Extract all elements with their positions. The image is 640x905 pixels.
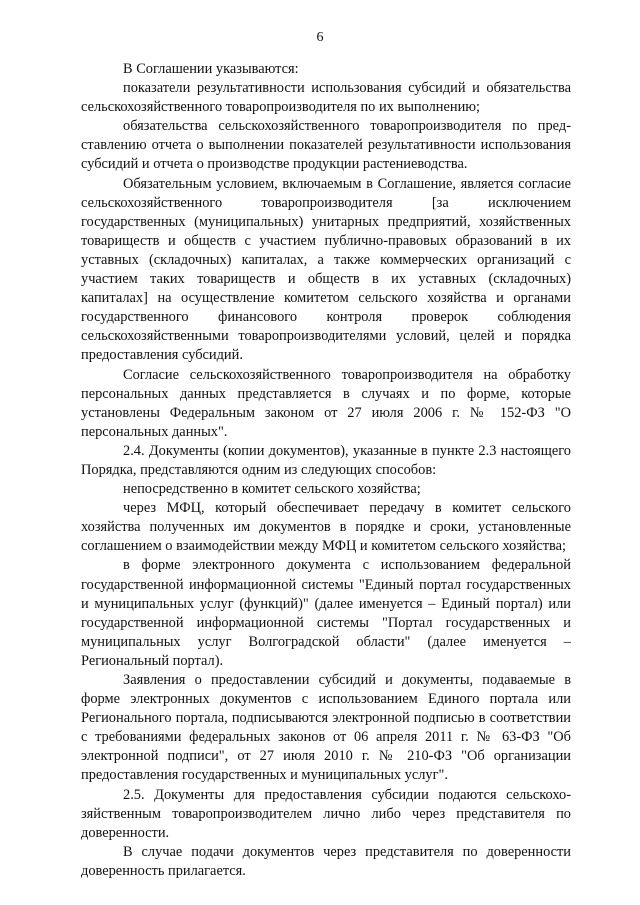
paragraph-indicators: показатели результативности использования субсидий и обязательства сельскохозяйственного товаропроизводителя по их выполнению; (81, 80, 571, 116)
body-text (81, 60, 571, 881)
paragraph-method-direct: непосредственно в комитет сельского хозяйства; (123, 481, 421, 498)
paragraph-mandatory-condition: Обязательным условием, включаемым в Соглашение, является согласие сельскохозяйственного товаропроизводителя [за исключением государственных (муниципальных) унитарных предприятий, хозяйственных товариществ и обществ с участием публично-правовых образований в их уставных (складочных) капиталах, а также коммерческих организаций с участием таких товариществ и обществ в их уставных (складочных) капиталах] на осуществление комитетом сельского хозяйства и органами государственного финансового контроля проверок соблюдения сельскохозяйственными товаропроизводителями условий, целей и порядка предоставления субсидий. (81, 175, 571, 364)
paragraph-personal-data-consent: Согласие сельскохозяйственного товаропроизводителя на обработку персональных данных представляется в случаях и по форме, которые установлены Федеральным законом от 27 июля 2006 г. № 152-ФЗ "О персональных данных". (81, 366, 571, 440)
paragraph-power-of-attorney: В случае подачи документов через представителя по доверенности доверенность прилагается. (81, 843, 571, 879)
paragraph-method-electronic: в форме электронного документа с использованием федеральной государственной информационной системы "Единый портал государственных и муниципальных услуг (функций)" (далее именуется – Единый портал) или государственной информационной системы "Портал государственных и муниципальных услуг Волгоградской области" (далее именуется – Региональный портал). (81, 557, 571, 669)
paragraph-method-mfc: через МФЦ, который обеспечивает передачу в комитет сельского хозяйства полученных им документов в порядке и сроки, установленные соглашением о взаимодействии между МФЦ и комитетом сельского хозяйства; (81, 500, 571, 555)
paragraph-electronic-signature: Заявления о предоставлении субсидий и документы, подаваемые в форме электронных документов с использованием Единого портала или Регионального портала, подписываются электронной подписью в соответствии с требованиями федеральных законов от 06 апреля 2011 г. № 63-ФЗ "Об электронной подписи", от 27 июля 2010 г. № 210-ФЗ "Об организации предоставления государственных и муниципальных услуг". (81, 672, 571, 784)
paragraph-intro: В Соглашении указываются: (123, 61, 299, 77)
paragraph-section-2-5: 2.5. Документы для предоставления субсидии подаются сельскохозяйственным товаропроизводителем лично либо через представителя по доверенности. (81, 786, 571, 841)
paragraph-section-2-4: 2.4. Документы (копии документов), указанные в пункте 2.3 настоящего Порядка, представляются одним из следующих способов: (81, 442, 571, 478)
page-number: 6 (316, 30, 324, 45)
paragraph-obligations: обязательства сельскохозяйственного товаропроизводителя по представлению отчета о выполнении показателей результативности использования субсидий и отчета о производстве продукции растениеводства. (81, 118, 571, 173)
